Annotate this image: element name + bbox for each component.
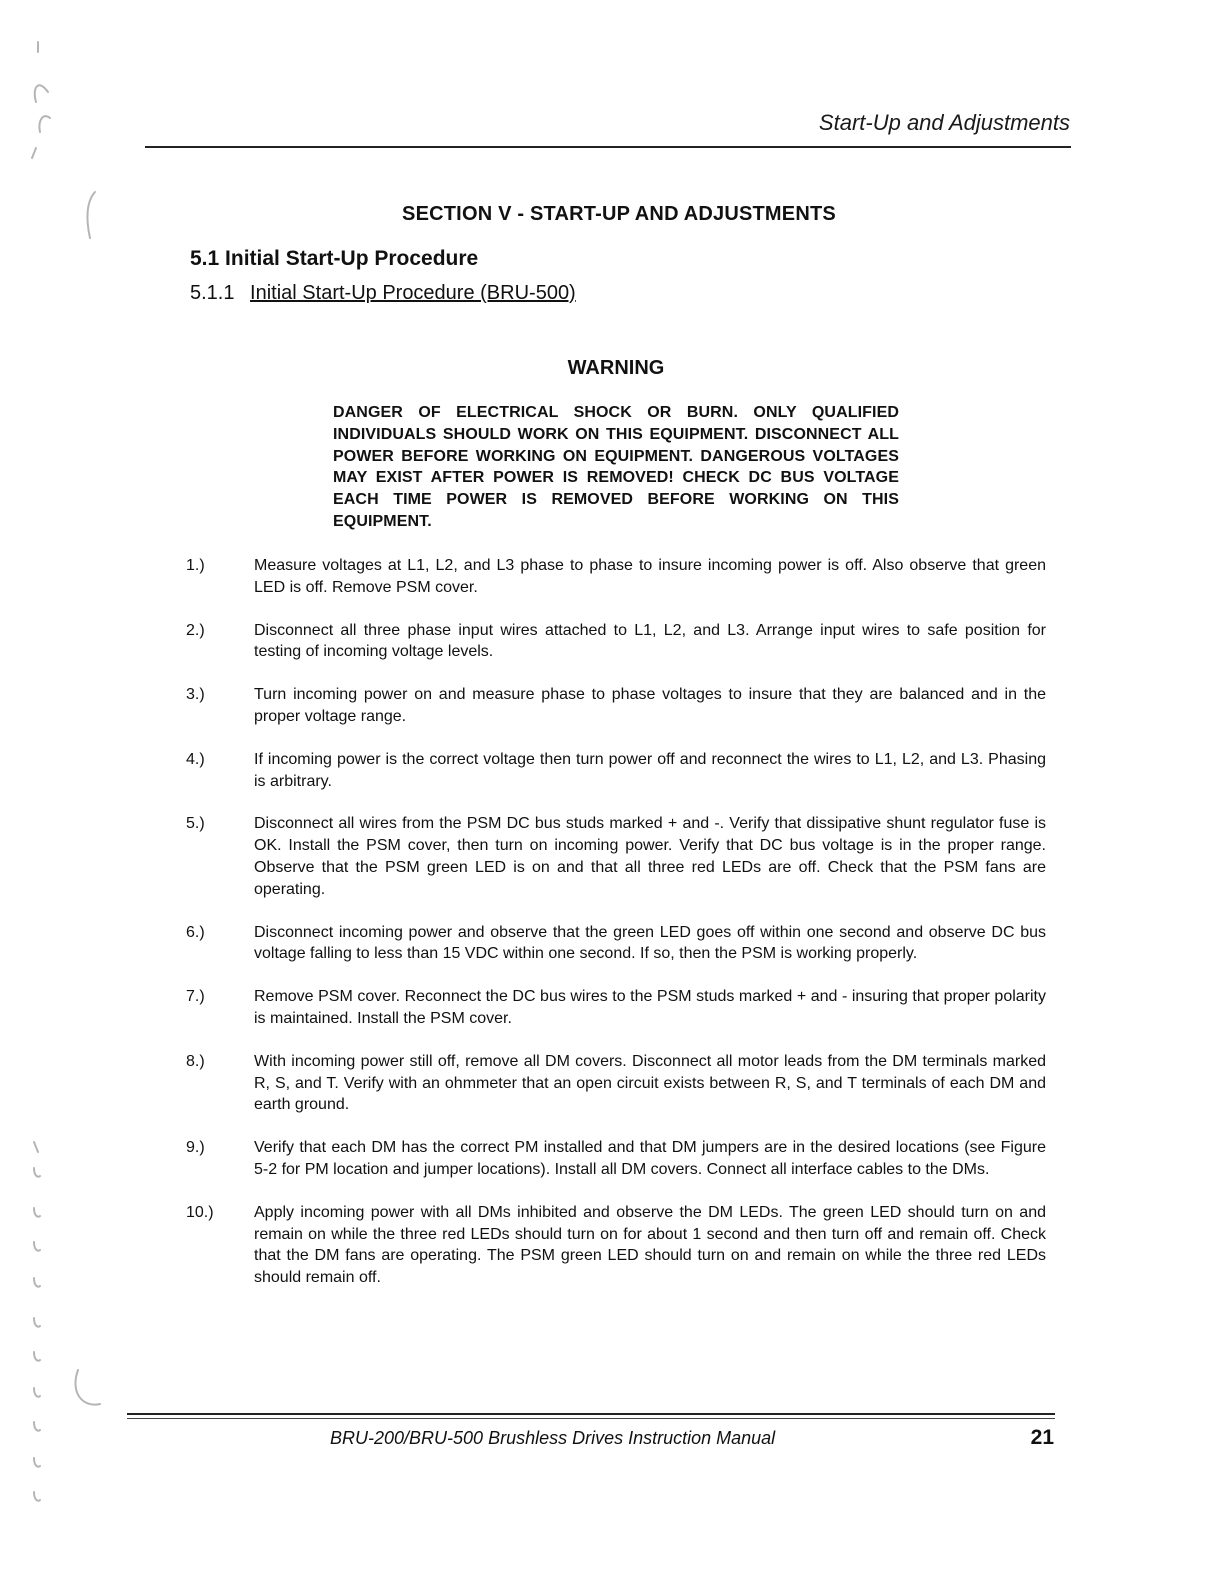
- procedure-step: [180, 1051, 1046, 1116]
- step-number: 2.): [186, 621, 205, 639]
- step-number: 5.): [186, 815, 205, 833]
- step-text: Disconnect all three phase input wires attached to L1, L2, and L3. Arrange input wires to safe position for testing of incoming voltage levels.: [254, 621, 1046, 661]
- step-text: Disconnect incoming power and observe that the green LED goes off within one second and observe DC bus voltage falling to less than 15 VDC within one second. If so, then the PSM is working properly.: [254, 923, 1046, 963]
- binding-hole-marks: [20, 30, 120, 1510]
- procedure-step: [180, 749, 1046, 793]
- header-rule: [145, 146, 1071, 148]
- step-number: 4.): [186, 750, 205, 768]
- step-text: Remove PSM cover. Reconnect the DC bus wires to the PSM studs marked + and - insuring that proper polarity is maintained. Install the PSM cover.: [254, 988, 1046, 1027]
- running-header: Start-Up and Adjustments: [818, 110, 1070, 135]
- step-text: Verify that each DM has the correct PM installed and that DM jumpers are in the desired locations (see Figure 5-2 for PM location and jumper locations). Install all DM covers. Connect all interface cables to the DMs.: [254, 1139, 1046, 1178]
- section-title: SECTION V - START-UP AND ADJUSTMENTS: [402, 203, 836, 225]
- procedure-step: [180, 813, 1046, 900]
- step-number: 3.): [186, 686, 205, 704]
- step-text: Disconnect all wires from the PSM DC bus studs marked + and -. Verify that dissipative shunt regulator fuse is OK. Install the PSM cover, then turn on incoming power. Verify that DC bus voltage is in the proper range. Observe that the PSM green LED is on and that all three red LEDs are off. Check that the PSM fans are operating.: [254, 815, 1046, 898]
- step-text: Turn incoming power on and measure phase to phase voltages to insure that they are balanced and in the proper voltage range.: [254, 686, 1046, 725]
- procedure-steps: [180, 555, 1046, 1310]
- step-number: 10.): [186, 1203, 214, 1221]
- warning-text: DANGER OF ELECTRICAL SHOCK OR BURN. ONLY QUALIFIED INDIVIDUALS SHOULD WORK ON THIS EQUIPMENT. DISCONNECT ALL POWER BEFORE WORKING ON EQUIPMENT. DANGEROUS VOLTAGES MAY EXIST AFTER POWER IS REMOVED! CHECK DC BUS VOLTAGE EACH TIME POWER IS REMOVED BEFORE WORKING ON THIS EQUIPMENT.: [333, 404, 899, 530]
- step-number: 6.): [186, 923, 205, 941]
- step-text: Apply incoming power with all DMs inhibited and observe the DM LEDs. The green LED should turn on and remain on while the three red LEDs should turn on for about 1 second and then turn off and remain off. Check that the DM fans are operating. The PSM green LED should turn on and remain on while the three red LEDs should remain off.: [254, 1203, 1046, 1287]
- subsubsection-heading: [190, 282, 576, 305]
- procedure-step: [180, 555, 1046, 599]
- procedure-step: [180, 1202, 1046, 1289]
- step-text: If incoming power is the correct voltage then turn power off and reconnect the wires to L1, L2, and L3. Phasing is arbitrary.: [254, 750, 1046, 790]
- procedure-step: [180, 620, 1046, 664]
- procedure-step: [180, 684, 1046, 728]
- footer-rule: [127, 1413, 1055, 1415]
- subsubsection-title: Initial Start-Up Procedure (BRU-500): [250, 282, 576, 304]
- subsubsection-number: 5.1.1: [190, 282, 235, 304]
- footer-rule-thin: [127, 1418, 1055, 1419]
- step-number: 7.): [186, 988, 205, 1006]
- step-text: Measure voltages at L1, L2, and L3 phase to phase to insure incoming power is off. Also observe that green LED is off. Remove PSM cover.: [254, 557, 1046, 596]
- step-number: 8.): [186, 1052, 205, 1070]
- page-number: 21: [1030, 1426, 1054, 1449]
- warning-title: WARNING: [567, 357, 665, 379]
- footer-manual-title: BRU-200/BRU-500 Brushless Drives Instruction Manual: [330, 1428, 776, 1448]
- procedure-step: [180, 1137, 1046, 1181]
- procedure-step: [180, 922, 1046, 966]
- step-number: 1.): [186, 557, 205, 574]
- subsection-heading: 5.1 Initial Start-Up Procedure: [190, 247, 479, 270]
- step-text: With incoming power still off, remove all DM covers. Disconnect all motor leads from the DM terminals marked R, S, and T. Verify with an ohmmeter that an open circuit exists between R, S, and T terminals of each DM and earth ground.: [254, 1052, 1046, 1114]
- step-number: 9.): [186, 1139, 205, 1157]
- procedure-step: [180, 986, 1046, 1030]
